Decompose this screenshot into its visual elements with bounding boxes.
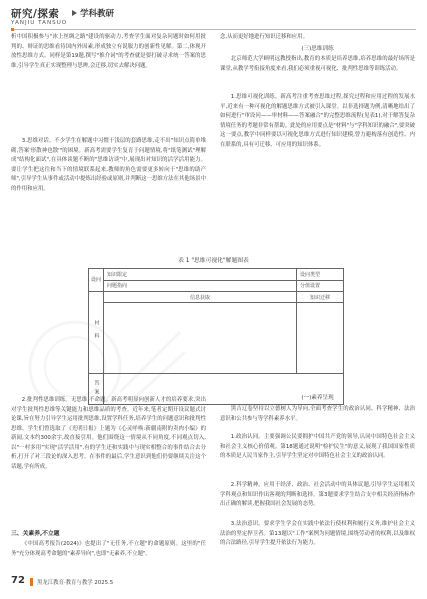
row-label-answer: 答案 (89, 374, 104, 405)
column-name: 学科教研 (80, 9, 115, 19)
table-row (89, 292, 344, 303)
journal-name: 黑龙江教育·教育与教学 2025.5 (37, 580, 114, 586)
bottom-left-paragraph-2: 《中国高考报告(2024)》也提出了"无任务,不立题"的命题原则。这里的"任务"充分体现高考命题的"素养导向",也即"无素养,不立题"。 (11, 541, 206, 557)
subsection-heading-literacy: (一)素养呈现 (301, 395, 334, 401)
header-accent-mark (11, 28, 14, 31)
column-head-knowledge: 知识迁移 (297, 292, 344, 303)
page-number: 72 (11, 575, 25, 586)
table-row (89, 269, 344, 281)
table-caption: 表 1 "思维可视化"解题图表 (178, 258, 249, 264)
row-label-material: 材料 (89, 292, 104, 374)
bottom-right-paragraph-3: 2.科学精神。应用于经济、政治、社会活动中的具体议题,引导学生运用相关学科观点和知识作出客观的判断和选择。第3题要求学生结合支中相关经济指标作出正确的解读,把握我国社会发展的态势。 (220, 482, 415, 507)
table-cell: 知识限定 (104, 269, 297, 281)
column-head-info: 信息获取 (104, 292, 297, 303)
row-label-question: 设问 (89, 269, 104, 292)
bottom-right-paragraph-2: 1.政治认同。主要强调公民要拥护中国共产党的领导,认同中国特色社会主义和社会主义核心价值观。第18题通过说明"检护民生"的意义,展现了我国国家性质的本质是人民当家作主,引导学生坚定对中国特色社会主义的政治认同。 (220, 434, 415, 459)
left-paragraph-1: 析中国积极参与"冰上丝绸之路"建设的驱动力,考查学生面对复杂问题时如何用批判的、辩证的思维看待国内外因素,形成独立有说服力的创新性见解。第二,体现开放性思维方式。同样是第19题,撰写"推介词"的考查就是要打破寻求统一答案的思维,引导学生真正实现整理与思辨,会迁移,切实去解决问题。 (11, 34, 206, 69)
table-cell-empty (297, 303, 344, 374)
right-paragraph-0: 念,从而更好地进行知识迁移和应用。 (220, 34, 308, 40)
footer-accent-bar (30, 578, 33, 586)
right-paragraph-2: 1.思维可视化训练。新高考注重考查思维过程,探究过程和应用过程的发展水平,近来有一种可视化的解题思维方式被引入课堂。以非选择题为例,清晰地给出了如何进行"审设问——审材料——答案融合"的完整思维流程(见表1),对于解答复杂情境任务的考题非常有帮助。此处的应用要点是"材料"与"学科知识的融合",要突破这一要点,教学中同样要以可视化思维方式进行知识建模,曾力避构落有创造性、内在联系的,具有可迁移、可应用的知识体系。 (220, 94, 415, 148)
section-title: 研究/探索 (11, 8, 60, 20)
section-heading-3: 三、关素养,不立题 (11, 531, 60, 537)
table-row (89, 280, 344, 292)
watermark-graphic (20, 312, 190, 422)
triangle-marker-icon (72, 10, 77, 16)
bottom-right-paragraph-4: 3.法治意识。要求学生学会在实践中依法行使权利和履行义务,维护社会主义法治的坚定捍卫者。第13题以"工作"案例为问题情境,围绕劳动者的权利,以及维权的合法路径,引导学生提升依法行为能力。 (220, 521, 415, 546)
section-subtitle: YANJIU TANSUO (11, 20, 68, 26)
right-paragraph-1: 北京师范大学顾明远教授指出,教育的本质是培养思维,培养思维的最好场所是课堂,从教学考衔接角度来看,我们必须重视可视化、批判性思维等训练活动。 (220, 56, 415, 72)
left-paragraph-2: 3.思维对话。不少学生在解题中习惯于浅层的套路思维,走不出"知识点简单堆砌,答案'形散神也散'"的困境。新高考需要学生复育于问题情境,将"纸笔测试"理解成"结构化面试",在具体谈题不断的"思维访谈"中,展现出对知识的活学活用能力。要让学生把这往和当下的情境联系起来,教师的角色需要更多转向于"思维的助产师",引导学生从事件或活动中提炼出经验或原则,并判断这一思维方法在其他场景中的作用和应用。 (11, 138, 206, 192)
table-cell: 问题指向 (104, 280, 297, 292)
bottom-right-paragraph-1: 黑吉辽卷坚持以立德树人为导向,全面考查学生的政治认同、科学精神、法治意识和公共参与等学科素养水平。 (220, 406, 415, 422)
subsection-heading-thinking: (三)思维训练 (301, 46, 334, 52)
table-cell: 设问类型 (297, 269, 344, 281)
table-cell: 分值设置 (297, 280, 344, 292)
header-divider (11, 29, 416, 30)
bottom-left-paragraph-1: 2.批判性思维训练。无思维,不命题。新高考明显向创新人才的培养要求,突出对学生批判性思维等关键能力和思维品质的考查。近年来,笔者定期开设议题式讨论课,旨在努力引导学生运用批判思维,设置学科任务,培养学生的问题意识和批判性思维。学生们曾选取了《光明日报》上题为《心灵呼唤:新疆南附的卖肉小编》的新闻,文本约300余字,故直接引用。他们围绕这一情境从不同角度,不同观点切入,以"一村多用"实现"活学活用",有的学生还和实践中与现实相整合的事件结合去分析,打开了对三段论的深入思考。在事件的最后,学生意识到他们仍要继续关注这个话题,学有所成。 (11, 397, 206, 470)
